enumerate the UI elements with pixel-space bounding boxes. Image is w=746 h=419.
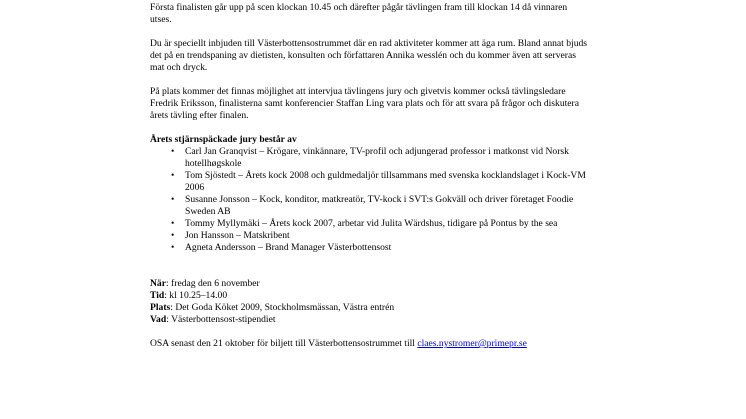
jury-member-text: Carl Jan Granqvist – Krögare, vinkännare, TV-profil och adjungerad professor i matkonst vid Norsk hotellhøgskole bbox=[185, 146, 569, 169]
detail-time-value: : kl 10.25–14.00 bbox=[164, 290, 228, 301]
jury-list bbox=[150, 146, 590, 254]
paragraph-invitation: Du är speciellt inbjuden till Västerbottensostrummet där en rad aktiviteter kommer att äga rum. Bland annat bjuds det på en trendspaning av dietisten, konsulten och författaren Annika wesslén och du kommer även att serveras mat och dryck. bbox=[150, 38, 588, 73]
detail-what bbox=[150, 314, 590, 326]
detail-what-value: : Västerbottensost-stipendiet bbox=[166, 314, 276, 325]
jury-member-text: Jon Hansson – Matskribent bbox=[185, 230, 290, 241]
osa-text: OSA senast den 21 oktober för biljett till Västerbottensostrummet till bbox=[150, 338, 418, 349]
jury-member-text: Agneta Andersson – Brand Manager Västerbottensost bbox=[185, 242, 392, 253]
jury-heading: Årets stjärnspäckade jury består av bbox=[150, 134, 297, 145]
detail-when bbox=[150, 278, 590, 290]
list-item bbox=[171, 194, 590, 218]
list-item bbox=[171, 230, 590, 242]
bullet-icon: • bbox=[171, 218, 175, 229]
jury-member-text: Susanne Jonsson – Kock, konditor, matkreatör, TV-kock i SVT:s Gokväll och driver företaget Foodie Sweden AB bbox=[185, 194, 574, 217]
detail-place bbox=[150, 302, 590, 314]
paragraph-interviews: På plats kommer det finnas möjlighet att intervjua tävlingens jury och givetvis kommer också tävlingsledare Fredrik Eriksson, finalisterna samt konferencier Staffan Ling vara plats och för att svara på frågor och diskutera årets tävling efter finalen. bbox=[150, 86, 579, 121]
jury-member-text: Tommy Myllymäki – Årets kock 2007, arbetar vid Julita Wärdshus, tidigare på Pontus by the sea bbox=[185, 218, 558, 229]
bullet-icon: • bbox=[171, 146, 175, 157]
list-item bbox=[171, 242, 590, 254]
detail-when-label: När bbox=[150, 278, 166, 289]
jury-member-text: Tom Sjöstedt – Årets kock 2008 och guldmedaljör tillsammans med svenska kocklandslaget i Kock-VM 2006 bbox=[185, 170, 586, 193]
bullet-icon: • bbox=[171, 194, 175, 205]
detail-time bbox=[150, 290, 590, 302]
document-page bbox=[150, 0, 590, 350]
bullet-icon: • bbox=[171, 242, 175, 253]
paragraph-schedule: Första finalisten går upp på scen klockan 10.45 och därefter pågår tävlingen fram till klockan 14 då vinnaren utses. bbox=[150, 2, 568, 25]
list-item bbox=[171, 218, 590, 230]
email-link[interactable]: claes.nystromer@primepr.se bbox=[417, 338, 527, 349]
event-details bbox=[150, 278, 590, 326]
list-item bbox=[171, 170, 590, 194]
detail-when-value: : fredag den 6 november bbox=[165, 278, 260, 289]
bullet-icon: • bbox=[171, 230, 175, 241]
detail-time-label: Tid bbox=[150, 290, 165, 301]
detail-place-label: Plats bbox=[150, 302, 171, 313]
detail-place-value: : Det Goda Köket 2009, Stockholmsmässan, Västra entrén bbox=[170, 302, 395, 313]
bullet-icon: • bbox=[171, 170, 175, 181]
osa-paragraph bbox=[150, 338, 590, 350]
list-item bbox=[171, 146, 590, 170]
detail-what-label: Vad bbox=[150, 314, 167, 325]
